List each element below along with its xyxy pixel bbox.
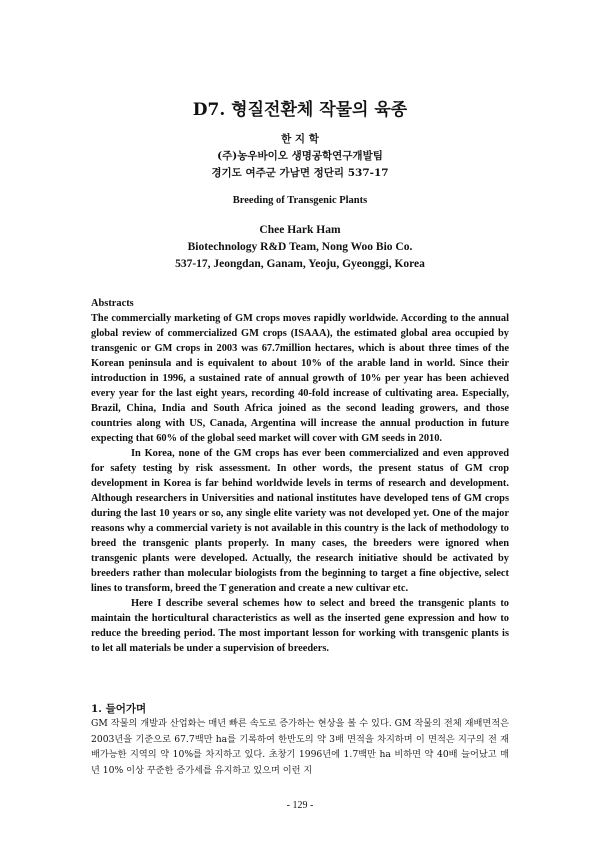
- author-korean: 한 지 학: [281, 133, 319, 145]
- section-heading-intro: 1. 들어가며: [91, 703, 147, 715]
- affiliation-english: Biotechnology R&D Team, Nong Woo Bio Co.: [187, 241, 413, 253]
- paper-title: D7. 형질전환체 작물의 육종: [192, 100, 408, 120]
- affiliation-korean: (주)농우바이오 생명공학연구개발팀: [217, 150, 383, 162]
- address-korean: 경기도 여주군 가남면 정단리 537-17: [211, 167, 389, 179]
- abstract-heading: Abstracts: [91, 298, 134, 309]
- title-english: Breeding of Transgenic Plants: [232, 195, 368, 206]
- intro-paragraph: GM 작물의 개발과 산업화는 매년 빠른 속도로 증가하는 현상을 볼 수 있다. GM 작물의 전체 재배면적은 2003년을 기준으로 67.7백만 ha를 기록하여 한반도의 약 3배 면적을 차지하며 이 면적은 지구의 전 재배가능한 지역의 약 10%를 차지하고 있다. 초창기 1996년에 1.7백만 ha 비하면 약 40배 늘어났고 매년 10% 이상 꾸준한 증가세를 유지하고 있으며 이런 지: [91, 718, 509, 776]
- intro-body: [91, 716, 509, 778]
- address-english: 537-17, Jeongdan, Ganam, Yeoju, Gyeonggi, Korea: [175, 258, 425, 270]
- page-number: - 129 -: [286, 800, 314, 811]
- author-english: Chee Hark Ham: [259, 224, 341, 236]
- abstract-section: [91, 296, 509, 656]
- abstract-paragraph-2: In Korea, none of the GM crops has ever been commercialized and even approved for safety testing by risk assessment. In other words, the present status of GM crop development in Korea is far behind worldwide levels in terms of research and development. Although researchers in Universities and national institutes have developed tens of GM crops during the last 10 years or so, any single elite variety was not developed yet. One of the major reasons why a commercial variety is not available in this country is the lack of methodology to breed the transgenic plants properly. In many cases, the breeders were ignored when transgenic plants were developed. Actually, the research initiative should be activated by breeders rather than molecular biologists from the beginning to target a fine objective, select lines to transform, breed the T generation and create a new cultivar etc.: [91, 448, 509, 594]
- abstract-paragraph-3: Here I describe several schemes how to select and breed the transgenic plants to maintain the horticultural characteristics as well as the inserted gene expression and how to reduce the breeding period. The most important lesson for working with transgenic plants is to let all materials be under a supervision of breeders.: [91, 598, 509, 654]
- abstract-paragraph-1: The commercially marketing of GM crops moves rapidly worldwide. According to the annual global review of commercialized GM crops (ISAAA), the estimated global area occupied by transgenic or GM crops in 2003 was 67.7million hectares, which is about three times of the Korean peninsula and is equivalent to about 10% of the arable land in world. Since their introduction in 1996, a sustained rate of annual growth of 10% per year has been achieved every year for the last eight years, recording 40-fold increase of cultivating area. Especially, Brazil, China, India and South Africa joined as the second leading growers, and those countries along with US, Canada, Argentina will increase the annual production in future expecting that 60% of the global seed market will cover with GM seeds in 2010.: [91, 313, 509, 444]
